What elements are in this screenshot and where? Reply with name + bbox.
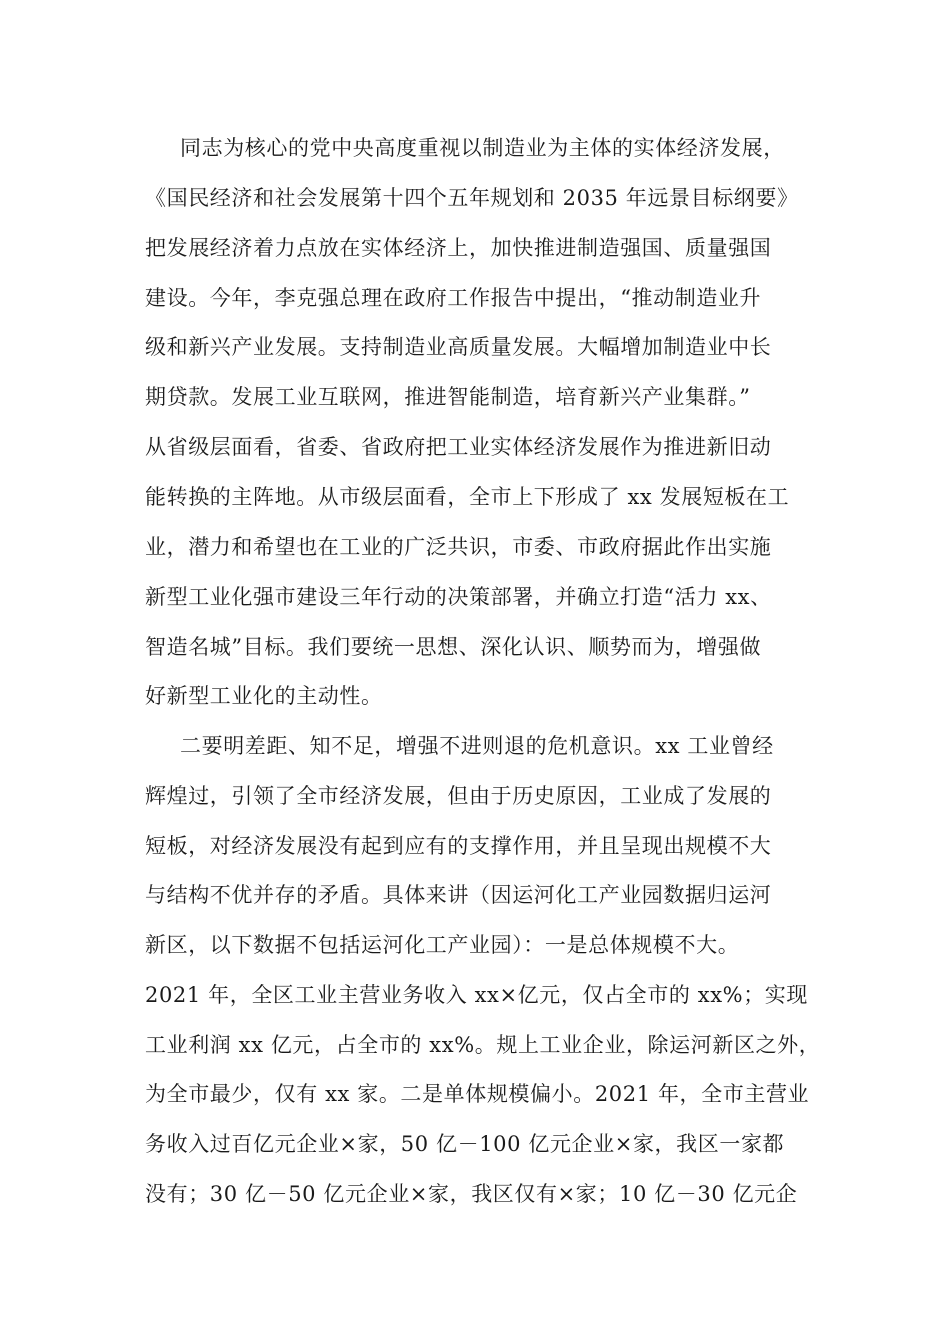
paragraph-line: 工业利润 xx 亿元，占全市的 xx%。规上工业企业，除运河新区之外， [145,1033,821,1057]
paragraph-line: 二要明差距、知不足，增强不进则退的危机意识。xx 工业曾经 [180,734,774,758]
paragraph-line: 务收入过百亿元企业×家，50 亿－100 亿元企业×家，我区一家都 [145,1132,785,1156]
paragraph-line: 从省级层面看，省委、省政府把工业实体经济发展作为推进新旧动 [145,435,772,459]
paragraph-line: 为全市最少，仅有 xx 家。二是单体规模偏小。2021 年，全市主营业 [145,1082,810,1106]
paragraph-line: 没有；30 亿－50 亿元企业×家，我区仅有×家；10 亿－30 亿元企 [145,1182,798,1206]
paragraph-line: 智造名城”目标。我们要统一思想、深化认识、顺势而为，增强做 [145,635,762,659]
paragraph-line: 业，潜力和希望也在工业的广泛共识，市委、市政府据此作出实施 [145,535,772,559]
paragraph-line: 好新型工业化的主动性。 [145,684,383,708]
paragraph-line: 同志为核心的党中央高度重视以制造业为主体的实体经济发展， [180,136,785,160]
paragraph-line: 短板，对经济发展没有起到应有的支撑作用，并且呈现出规模不大 [145,834,772,858]
paragraph-line: 把发展经济着力点放在实体经济上，加快推进制造强国、质量强国 [145,236,772,260]
paragraph-line: 能转换的主阵地。从市级层面看，全市上下形成了 xx 发展短板在工 [145,485,790,509]
paragraph-line: 期贷款。发展工业互联网，推进智能制造，培育新兴产业集群。” [145,385,751,409]
paragraph-line: 辉煌过，引领了全市经济发展，但由于历史原因，工业成了发展的 [145,784,772,808]
paragraph-line: 新区，以下数据不包括运河化工产业园）：一是总体规模不大。 [145,933,740,957]
paragraph-line: 《国民经济和社会发展第十四个五年规划和 2035 年远景目标纲要》 [145,186,799,210]
paragraph-line: 2021 年，全区工业主营业务收入 xx×亿元，仅占全市的 xx%；实现 [145,983,808,1007]
paragraph-line: 新型工业化强市建设三年行动的决策部署，并确立打造“活力 xx、 [145,585,772,609]
paragraph-line: 级和新兴产业发展。支持制造业高质量发展。大幅增加制造业中长 [145,335,772,359]
paragraph-line: 建设。今年，李克强总理在政府工作报告中提出，“推动制造业升 [145,286,762,310]
paragraph-line: 与结构不优并存的矛盾。具体来讲（因运河化工产业园数据归运河 [145,883,772,907]
